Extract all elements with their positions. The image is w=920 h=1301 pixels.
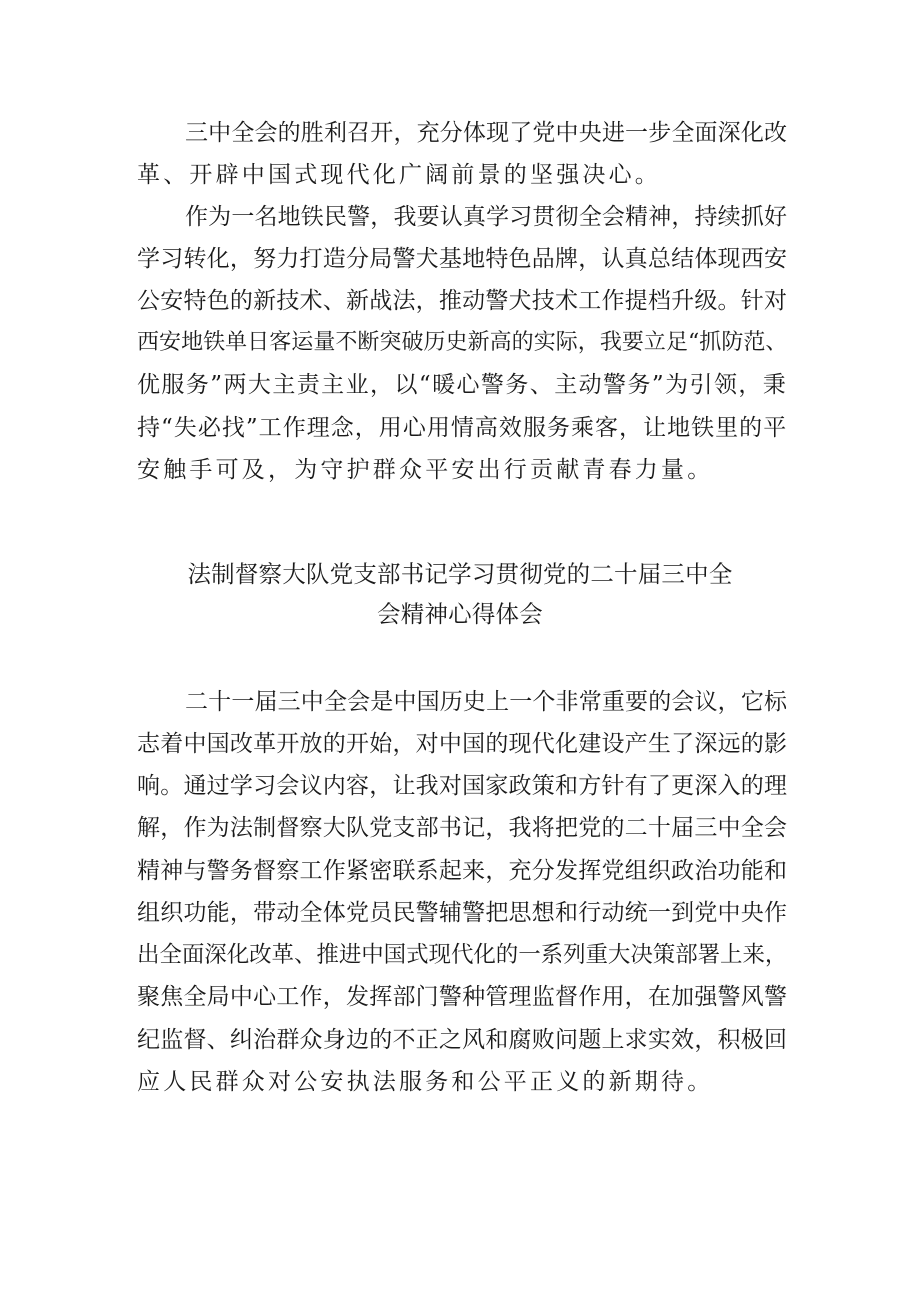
paragraph-line: 组织功能，带动全体党员民警辅警把思想和行动统一到党中央作 <box>137 900 787 926</box>
paragraph-line: 志着中国改革开放的开始，对中国的现代化建设产生了深远的影 <box>137 731 787 757</box>
paragraph-line: 学习转化，努力打造分局警犬基地特色品牌，认真总结体现西安 <box>137 246 787 272</box>
paragraph-line: 西安地铁单日客运量不断突破历史新高的实际，我要立足“抓防范、 <box>137 330 787 355</box>
paragraph-line: 优服务”两大主责主业，以“暖心警务、主动警务”为引领，秉 <box>137 372 787 398</box>
section-title-line-1: 法制督察大队党支部书记学习贯彻党的二十届三中全 <box>187 560 733 588</box>
paragraph-line: 革、开辟中国式现代化广阔前景的坚强决心。 <box>137 162 661 188</box>
section-title-line-2: 会精神心得体会 <box>377 600 543 628</box>
paragraph-line: 公安特色的新技术、新战法，推动警犬技术工作提档升级。针对 <box>137 288 787 314</box>
paragraph-line: 纪监督、纠治群众身边的不正之风和腐败问题上求实效，积极回 <box>137 1027 787 1053</box>
paragraph-line: 安触手可及，为守护群众平安出行贡献青春力量。 <box>137 457 714 483</box>
paragraph-line: 响。通过学习会议内容，让我对国家政策和方针有了更深入的理 <box>137 773 787 799</box>
paragraph-line: 应人民群众对公安执法服务和公平正义的新期待。 <box>137 1069 714 1095</box>
paragraph-line: 三中全会的胜利召开，充分体现了党中央进一步全面深化改 <box>185 120 787 146</box>
paragraph-line: 二十一届三中全会是中国历史上一个非常重要的会议，它标 <box>185 689 787 715</box>
paragraph-line: 精神与警务督察工作紧密联系起来，充分发挥党组织政治功能和 <box>137 858 787 884</box>
paragraph-line: 聚焦全局中心工作，发挥部门警种管理监督作用，在加强警风警 <box>137 984 787 1010</box>
paragraph-line: 持“失必找”工作理念，用心用情高效服务乘客，让地铁里的平 <box>137 415 787 441</box>
paragraph-line: 出全面深化改革、推进中国式现代化的一系列重大决策部署上来， <box>137 942 787 968</box>
paragraph-line: 解，作为法制督察大队党支部书记，我将把党的二十届三中全会 <box>137 815 787 841</box>
paragraph-line: 作为一名地铁民警，我要认真学习贯彻全会精神，持续抓好 <box>185 204 787 230</box>
